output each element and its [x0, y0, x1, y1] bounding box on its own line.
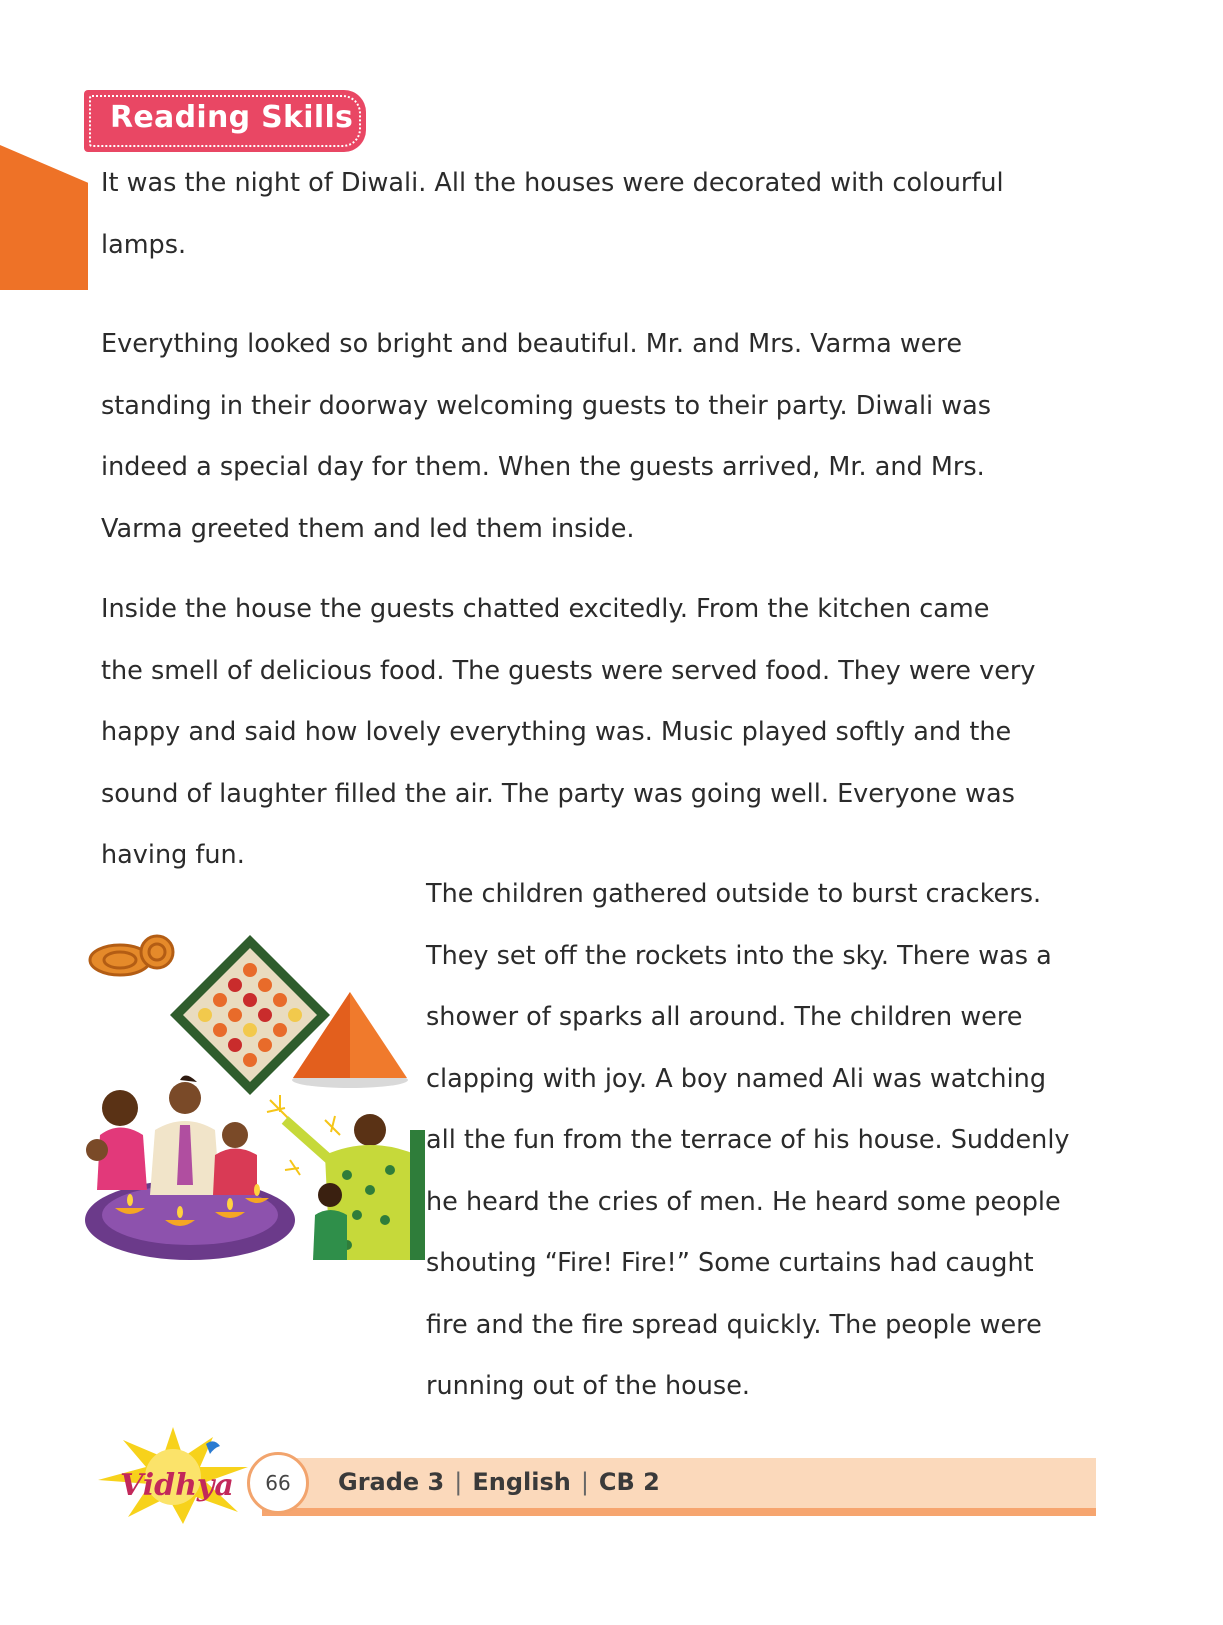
footer-grade: Grade 3: [338, 1468, 445, 1496]
text-line: all the fun from the terrace of his house. Suddenly: [426, 1125, 1070, 1155]
text-line: shouting “Fire! Fire!” Some curtains had caught: [426, 1248, 1034, 1278]
paragraph-1: [101, 153, 1004, 276]
vidhya-logo: [88, 1422, 258, 1527]
footer-book: CB 2: [598, 1468, 660, 1496]
text-line: They set off the rockets into the sky. There was a: [426, 940, 1052, 971]
text-line: fire and the fire spread quickly. The people were: [426, 1309, 1042, 1340]
orange-corner-tab: [0, 145, 88, 290]
paragraph-2: [101, 314, 991, 560]
family-with-diyas-icon: [85, 1075, 295, 1260]
paragraph-4: [426, 864, 1070, 1418]
text-line: The children gathered outside to burst crackers.: [426, 879, 1042, 909]
logo-text: Vidhya: [120, 1468, 234, 1503]
text-line: Varma greeted them and led them inside.: [101, 513, 635, 544]
text-line: indeed a special day for them. When the guests arrived, Mr. and Mrs.: [101, 452, 985, 482]
text-line: lamps.: [101, 229, 187, 260]
text-line: having fun.: [101, 840, 245, 870]
text-line: running out of the house.: [426, 1371, 751, 1401]
section-title-badge: [84, 90, 366, 152]
paragraph-3: [101, 579, 1035, 887]
jalebi-icon: [90, 936, 173, 975]
footer-separator: |: [454, 1468, 463, 1496]
diwali-celebration-illustration: [85, 930, 425, 1270]
text-line: clapping with joy. A boy named Ali was watching: [426, 1063, 1047, 1094]
text-line: happy and said how lovely everything was. Music played softly and the: [101, 717, 1012, 747]
children-with-sparklers-icon: [267, 1095, 425, 1260]
footer-info: [338, 1468, 660, 1496]
footer-separator: |: [580, 1468, 589, 1496]
text-line: standing in their doorway welcoming guests to their party. Diwali was: [101, 390, 991, 421]
text-line: the smell of delicious food. The guests were served food. They were very: [101, 655, 1036, 686]
text-line: Everything looked so bright and beautiful. Mr. and Mrs. Varma were: [101, 329, 963, 359]
text-line: Inside the house the guests chatted excitedly. From the kitchen came: [101, 594, 990, 624]
text-line: sound of laughter filled the air. The party was going well. Everyone was: [101, 778, 1015, 809]
section-title: Reading Skills: [110, 100, 354, 135]
text-line: shower of sparks all around. The children were: [426, 1002, 1023, 1032]
footer-subject: English: [472, 1468, 571, 1496]
text-line: he heard the cries of men. He heard some people: [426, 1186, 1061, 1217]
text-line: It was the night of Diwali. All the houses were decorated with colourful: [101, 168, 1004, 198]
page-number: 66: [247, 1452, 309, 1514]
